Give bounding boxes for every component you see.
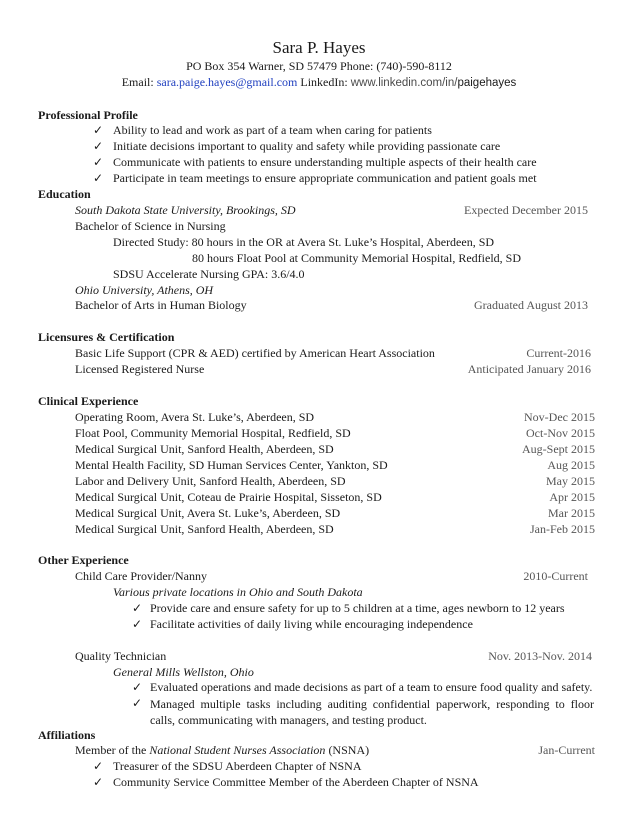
section-heading-licensures: Licensures & Certification <box>38 330 175 344</box>
clinical-item: Medical Surgical Unit, Avera St. Luke’s, Aberdeen, SD <box>75 506 341 520</box>
directed-study: Directed Study: 80 hours in the OR at Avera St. Luke’s Hospital, Aberdeen, SD <box>113 235 495 249</box>
directed-study-float: 80 hours Float Pool at Community Memorial Hospital, Redfield, SD <box>192 251 521 265</box>
clinical-item: Float Pool, Community Memorial Hospital, Redfield, SD <box>75 426 351 440</box>
gpa: SDSU Accelerate Nursing GPA: 3.6/4.0 <box>113 267 305 281</box>
job-place: General Mills Wellston, Ohio <box>113 665 254 679</box>
section-heading-profile: Professional Profile <box>38 108 138 122</box>
check-icon: ✓ <box>93 775 104 789</box>
section-heading-affiliations: Affiliations <box>38 728 96 742</box>
section-heading-clinical: Clinical Experience <box>38 394 139 408</box>
check-icon: ✓ <box>93 155 104 169</box>
clinical-item: Medical Surgical Unit, Sanford Health, Aberdeen, SD <box>75 522 334 536</box>
clinical-date: Mar 2015 <box>548 506 595 520</box>
linkedin-link[interactable] <box>351 75 517 89</box>
job-date: Nov. 2013-Nov. 2014 <box>488 649 592 663</box>
clinical-item: Medical Surgical Unit, Coteau de Prairie Hospital, Sisseton, SD <box>75 490 382 504</box>
affiliation-item: Treasurer of the SDSU Aberdeen Chapter of NSNA <box>113 759 362 773</box>
profile-item: Ability to lead and work as part of a team when caring for patients <box>113 123 432 137</box>
check-icon: ✓ <box>132 601 143 615</box>
clinical-item: Mental Health Facility, SD Human Services Center, Yankton, SD <box>75 458 388 472</box>
job-duty: Facilitate activities of daily living while encouraging independence <box>150 617 473 631</box>
email-label: Email: <box>121 75 154 89</box>
license-date: Current-2016 <box>526 346 591 360</box>
check-icon: ✓ <box>132 617 143 631</box>
license-date: Anticipated January 2016 <box>467 362 591 376</box>
clinical-item: Medical Surgical Unit, Sanford Health, Aberdeen, SD <box>75 442 334 456</box>
job-duty: Provide care and ensure safety for up to 5 children at a time, ages newborn to 12 years <box>150 601 565 615</box>
contact-address: PO Box 354 Warner, SD 57479 Phone: (740)-590-8112 <box>186 59 452 73</box>
degree: Bachelor of Science in Nursing <box>75 219 226 233</box>
job-duty: Managed multiple tasks including auditing confidential paperwork, responding to floor calls, communicating with managers, and testing product. <box>150 697 594 727</box>
job-place: Various private locations in Ohio and South Dakota <box>113 585 363 599</box>
section-heading-education: Education <box>38 187 91 201</box>
section-heading-other: Other Experience <box>38 553 129 567</box>
license-item: Licensed Registered Nurse <box>75 362 205 376</box>
job-duty: Evaluated operations and made decisions as part of a team to ensure food quality and safety. <box>150 680 593 694</box>
clinical-date: Oct-Nov 2015 <box>526 426 595 440</box>
check-icon: ✓ <box>132 696 143 710</box>
degree: Bachelor of Arts in Human Biology <box>75 298 247 312</box>
affiliation-item: Community Service Committee Member of the Aberdeen Chapter of NSNA <box>113 775 479 789</box>
profile-item: Communicate with patients to ensure understanding multiple aspects of their health care <box>113 155 537 169</box>
job-title: Child Care Provider/Nanny <box>75 569 207 583</box>
school-date: Expected December 2015 <box>464 203 588 217</box>
resume-name: Sara P. Hayes <box>272 38 366 57</box>
check-icon: ✓ <box>93 759 104 773</box>
degree-date: Graduated August 2013 <box>474 298 588 312</box>
profile-item: Initiate decisions important to quality and safety while providing passionate care <box>113 139 501 153</box>
job-title: Quality Technician <box>75 649 167 663</box>
check-icon: ✓ <box>93 171 104 185</box>
clinical-date: Aug-Sept 2015 <box>522 442 595 456</box>
clinical-date: Apr 2015 <box>549 490 595 504</box>
clinical-date: Aug 2015 <box>547 458 595 472</box>
clinical-item: Operating Room, Avera St. Luke’s, Aberdeen, SD <box>75 410 315 424</box>
membership-suffix: (NSNA) <box>328 743 370 757</box>
school-name: Ohio University, Athens, OH <box>75 283 214 297</box>
license-item: Basic Life Support (CPR & AED) certified by American Heart Association <box>75 346 435 360</box>
clinical-date: Jan-Feb 2015 <box>530 522 595 536</box>
job-date: 2010-Current <box>523 569 588 583</box>
contact-line <box>0 75 638 91</box>
email-link[interactable]: sara.paige.hayes@gmail.com <box>156 75 298 89</box>
linkedin-url-user: paigehayes <box>457 77 517 89</box>
profile-item: Participate in team meetings to ensure appropriate communication and patient goals met <box>113 171 537 185</box>
membership <box>75 743 369 758</box>
clinical-date: May 2015 <box>546 474 595 488</box>
school-name: South Dakota State University, Brookings, SD <box>75 203 296 217</box>
check-icon: ✓ <box>93 123 104 137</box>
check-icon: ✓ <box>132 680 143 694</box>
clinical-date: Nov-Dec 2015 <box>524 410 595 424</box>
membership-prefix: Member of the <box>75 743 147 757</box>
linkedin-url-prefix: www.linkedin.com/in/ <box>350 77 458 89</box>
membership-date: Jan-Current <box>538 743 595 757</box>
clinical-item: Labor and Delivery Unit, Sanford Health, Aberdeen, SD <box>75 474 346 488</box>
linkedin-label: LinkedIn: <box>300 75 348 89</box>
membership-org: National Student Nurses Association <box>149 743 326 757</box>
check-icon: ✓ <box>93 139 104 153</box>
